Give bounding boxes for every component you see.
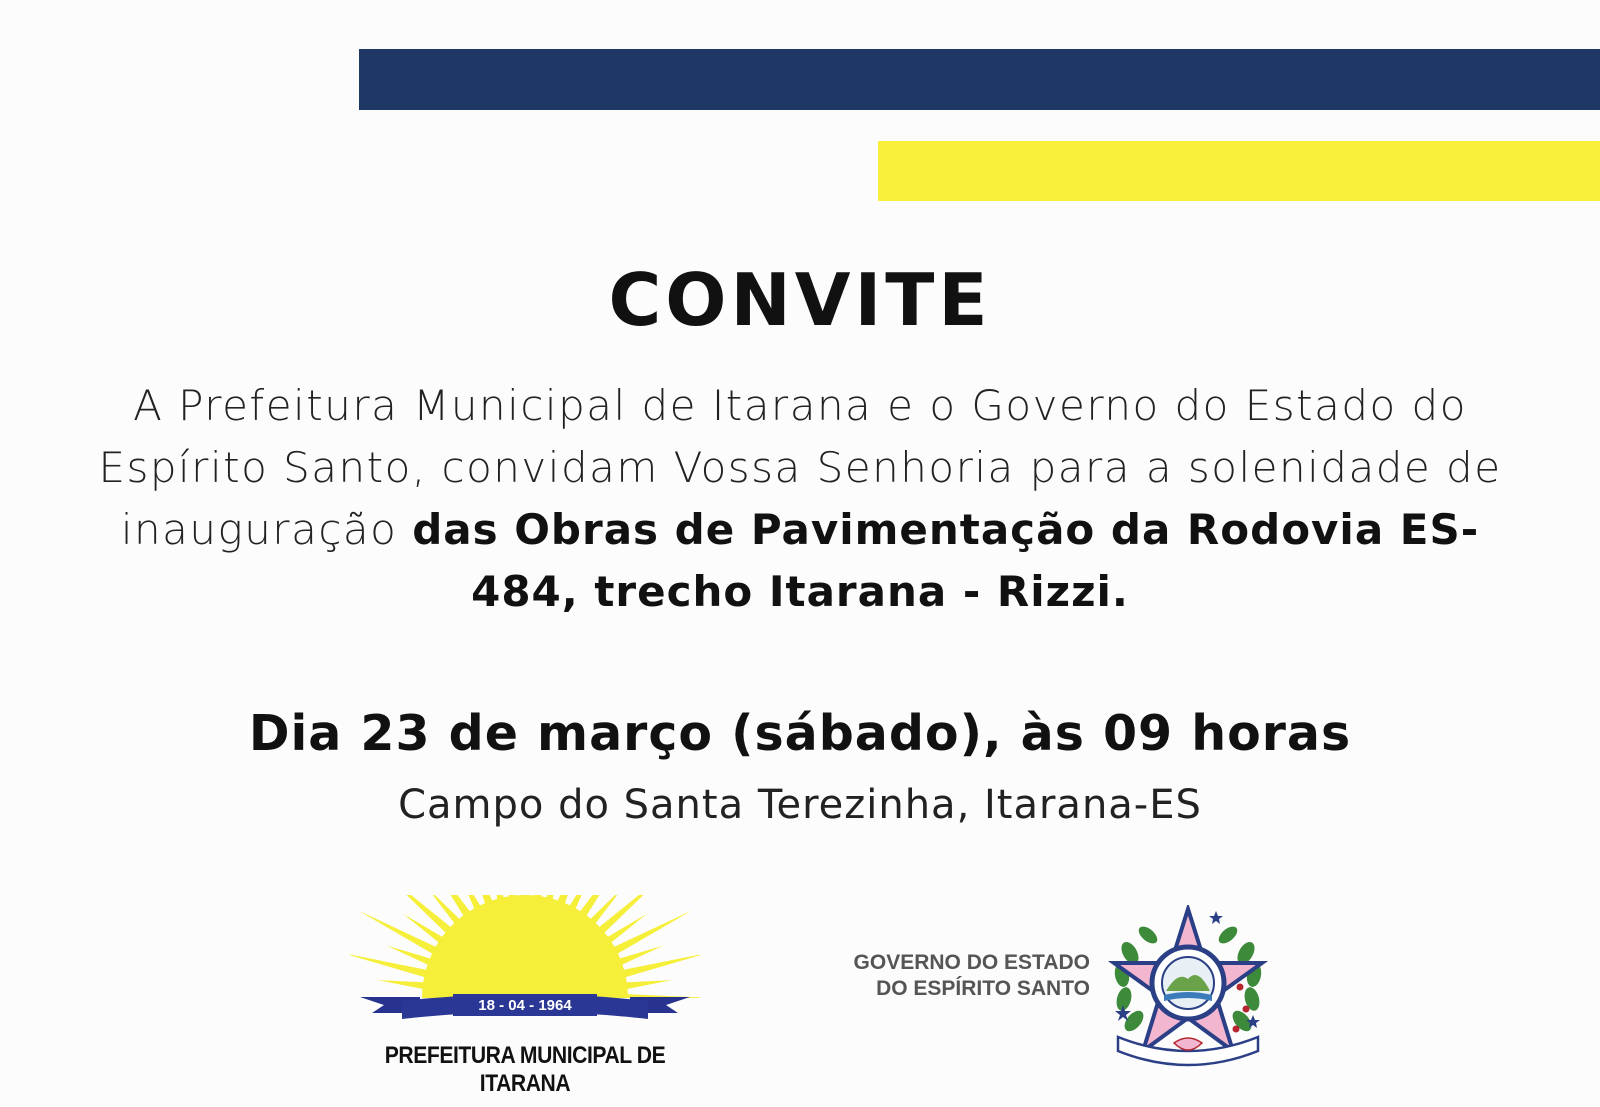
event-datetime: Dia 23 de março (sábado), às 09 horas — [248, 705, 1352, 762]
sun-disc — [422, 895, 628, 998]
state-government-line1: GOVERNO DO ESTADO — [853, 951, 1090, 974]
state-government-label — [838, 950, 1090, 1002]
navy-decorative-bar — [359, 49, 1600, 110]
page-title: CONVITE — [608, 258, 992, 342]
itarana-logo-name: PREFEITURA MUNICIPAL DE ITARANA — [384, 1042, 666, 1097]
state-coat-of-arms-icon — [1108, 905, 1268, 1075]
event-location: Campo do Santa Terezinha, Itarana-ES — [398, 782, 1202, 828]
yellow-decorative-bar — [878, 141, 1600, 201]
invitation-text — [90, 375, 1510, 623]
invitation-intro: A Prefeitura Municipal de Itarana e o Governo do Estado do Espírito Santo, convidam Vossa Senhoria para a solenidade de inauguração — [98, 381, 1502, 554]
state-government-line2: DO ESPÍRITO SANTO — [876, 977, 1090, 1000]
founding-date: 18 - 04 - 1964 — [478, 997, 572, 1014]
seal-ribbon-bow — [1174, 1038, 1202, 1050]
invitation-highlight: das Obras de Pavimentação da Rodovia ES-484, trecho Itarana - Rizzi. — [412, 505, 1480, 616]
